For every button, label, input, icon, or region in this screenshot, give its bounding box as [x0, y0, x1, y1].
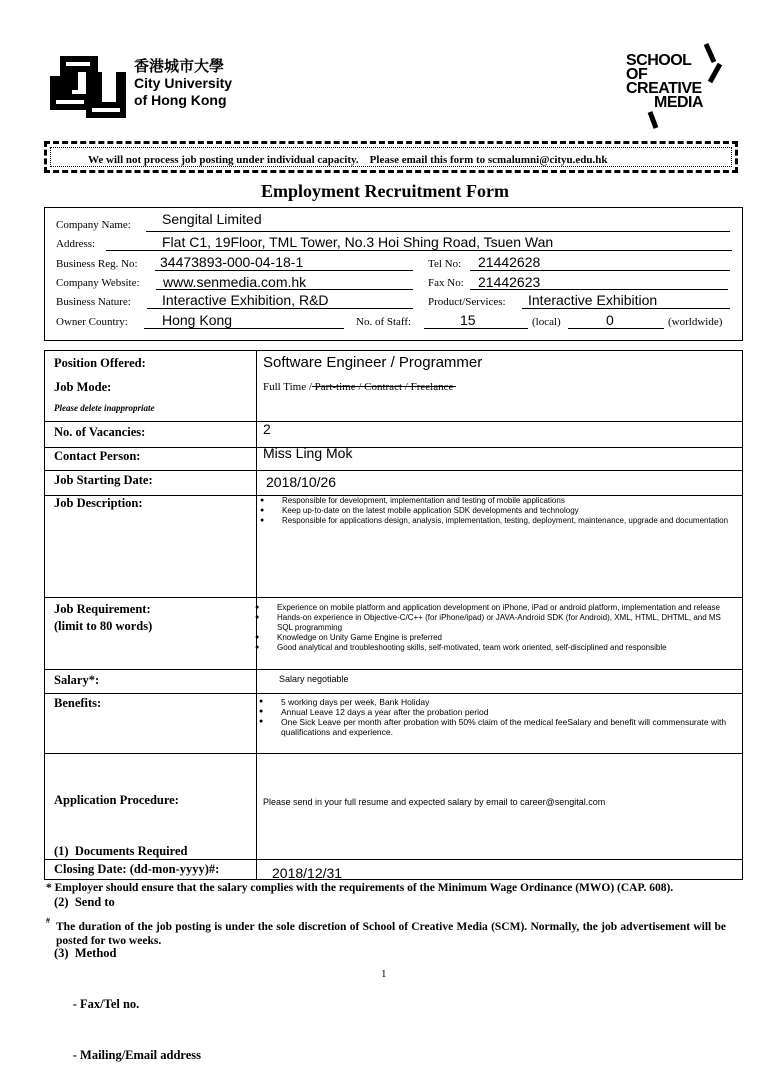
benefits-list: [259, 697, 729, 737]
mode-label: Job Mode:: [54, 380, 112, 394]
cityu-line2: of Hong Kong: [134, 92, 227, 108]
staff-local-value: 15: [460, 312, 476, 328]
mwo-footnote: * Employer should ensure that the salary complies with the requirements of the Minimum Wage Ordinance (MWO) (CAP. 608).: [46, 882, 674, 894]
procedure-line: Application Procedure:: [54, 793, 179, 807]
website-value: www.senmedia.com.hk: [163, 274, 307, 290]
req-label-limit: (limit to 80 words): [54, 619, 153, 633]
fax-label: Fax No:: [428, 277, 464, 289]
tel-value: 21442628: [478, 254, 541, 270]
staff-label: No. of Staff:: [356, 316, 412, 328]
desc-list: [260, 496, 730, 526]
cityu-logo-icon: [46, 50, 128, 124]
products-value: Interactive Exhibition: [528, 292, 658, 308]
mode-value: [263, 381, 456, 393]
fax-value: 21442623: [478, 274, 541, 290]
address-value: Flat C1, 19Floor, TML Tower, No.3 Hoi Shing Road, Tsuen Wan: [162, 234, 554, 250]
scm-line-2: OF: [626, 66, 648, 83]
country-label: Owner Country:: [56, 316, 128, 328]
start-label: Job Starting Date:: [54, 473, 153, 487]
req-item: ● Good analytical and troubleshooting skills, self-motivated, team work oriented, self-disciplined and responsible: [255, 643, 735, 653]
desc-item: ● Responsible for development, implementation and testing of mobile applications: [260, 496, 730, 506]
page-number: 1: [381, 968, 387, 980]
reg-label: Business Reg. No:: [56, 258, 138, 270]
req-label: Job Requirement:: [54, 602, 151, 616]
procedure-value: Please send in your full resume and expected salary by email to career@sengital.com: [263, 797, 606, 807]
procedure-line: (3) Method: [54, 946, 117, 960]
local-label: (local): [532, 316, 561, 328]
scm-logo-text: [626, 54, 703, 110]
country-value: Hong Kong: [162, 312, 233, 328]
closing-label: Closing Date: (dd-mon-yyyy)#:: [54, 862, 220, 876]
scm-line-3: CREATIVE: [626, 80, 702, 97]
procedure-line: - Fax/Tel no.: [54, 997, 140, 1011]
scm-line-4: MEDIA: [654, 94, 704, 111]
procedure-line: - Mailing/Email address: [54, 1048, 202, 1062]
nature-value: Interactive Exhibition, R&D: [162, 292, 329, 308]
duration-mark: #: [46, 916, 50, 925]
desc-label: Job Description:: [54, 496, 143, 510]
vacancies-label: No. of Vacancies:: [54, 425, 146, 439]
company-name-label: Company Name:: [56, 219, 131, 231]
vacancies-value: 2: [263, 421, 271, 437]
req-list: [255, 603, 735, 653]
req-item: ● Experience on mobile platform and application development on iPhone, iPad or android platform, implementation and release: [255, 603, 735, 613]
scm-line-1: SCHOOL: [626, 52, 692, 69]
staff-world-value: 0: [606, 312, 614, 328]
duration-footnote: The duration of the job posting is under the sole discretion of School of Creative Media (SCM). Normally, the job advertisement will be posted for two weeks.: [56, 921, 726, 947]
procedure-line: (2) Send to: [54, 895, 115, 909]
benefits-label: Benefits:: [54, 696, 102, 710]
cityu-chinese: 香港城市大學: [134, 58, 225, 75]
benefit-item: ● Annual Leave 12 days a year after the probation period: [259, 707, 729, 717]
products-label: Product/Services:: [428, 296, 506, 308]
mode-struck: Part-time / Contract / Freelance: [311, 381, 457, 393]
salary-value: Salary negotiable: [279, 674, 349, 684]
cityu-line1: City University: [134, 75, 233, 91]
desc-item: ● Responsible for applications design, analysis, implementation, testing, deployment, maintenance, upgrade and documentation: [260, 516, 730, 526]
closing-value: 2018/12/31: [272, 865, 343, 881]
nature-label: Business Nature:: [56, 296, 131, 308]
benefit-item: ● One Sick Leave per month after probation with 50% claim of the medical feeSalary and benefit will commensurate with qualifications and experience.: [259, 717, 729, 737]
benefit-item: ● 5 working days per week, Bank Holiday: [259, 697, 729, 707]
procedure-line: (1) Documents Required: [54, 844, 188, 858]
mode-kept: Full Time /: [263, 381, 312, 393]
form-title: Employment Recruitment Form: [261, 181, 509, 201]
start-value: 2018/10/26: [266, 474, 337, 490]
website-label: Company Website:: [56, 277, 140, 289]
contact-label: Contact Person:: [54, 449, 141, 463]
address-label: Address:: [56, 238, 96, 250]
contact-value: Miss Ling Mok: [263, 445, 353, 461]
worldwide-label: (worldwide): [668, 316, 723, 328]
req-item: ● Hands-on experience in Objective-C/C++ (for iPhone/ipad) or JAVA-Android SDK (for Android), XML, HTML, DHTML, and MS SQL programming: [255, 613, 735, 633]
position-value: Software Engineer / Programmer: [263, 354, 483, 371]
company-name-value: Sengital Limited: [162, 211, 262, 227]
position-label: Position Offered:: [54, 356, 146, 370]
notice-text: We will not process job posting under individual capacity. Please email this form to scmalumni@cityu.edu.hk: [88, 154, 608, 166]
salary-label: Salary*:: [54, 673, 100, 687]
req-item: ● Knowledge on Unity Game Engine is preferred: [255, 633, 735, 643]
reg-value: 34473893-000-04-18-1: [160, 254, 304, 270]
delete-note: Please delete inappropriate: [54, 403, 155, 413]
cityu-name: [134, 58, 232, 109]
desc-item: ● Keep up-to-date on the latest mobile application SDK developments and technology: [260, 506, 730, 516]
tel-label: Tel No:: [428, 258, 462, 270]
